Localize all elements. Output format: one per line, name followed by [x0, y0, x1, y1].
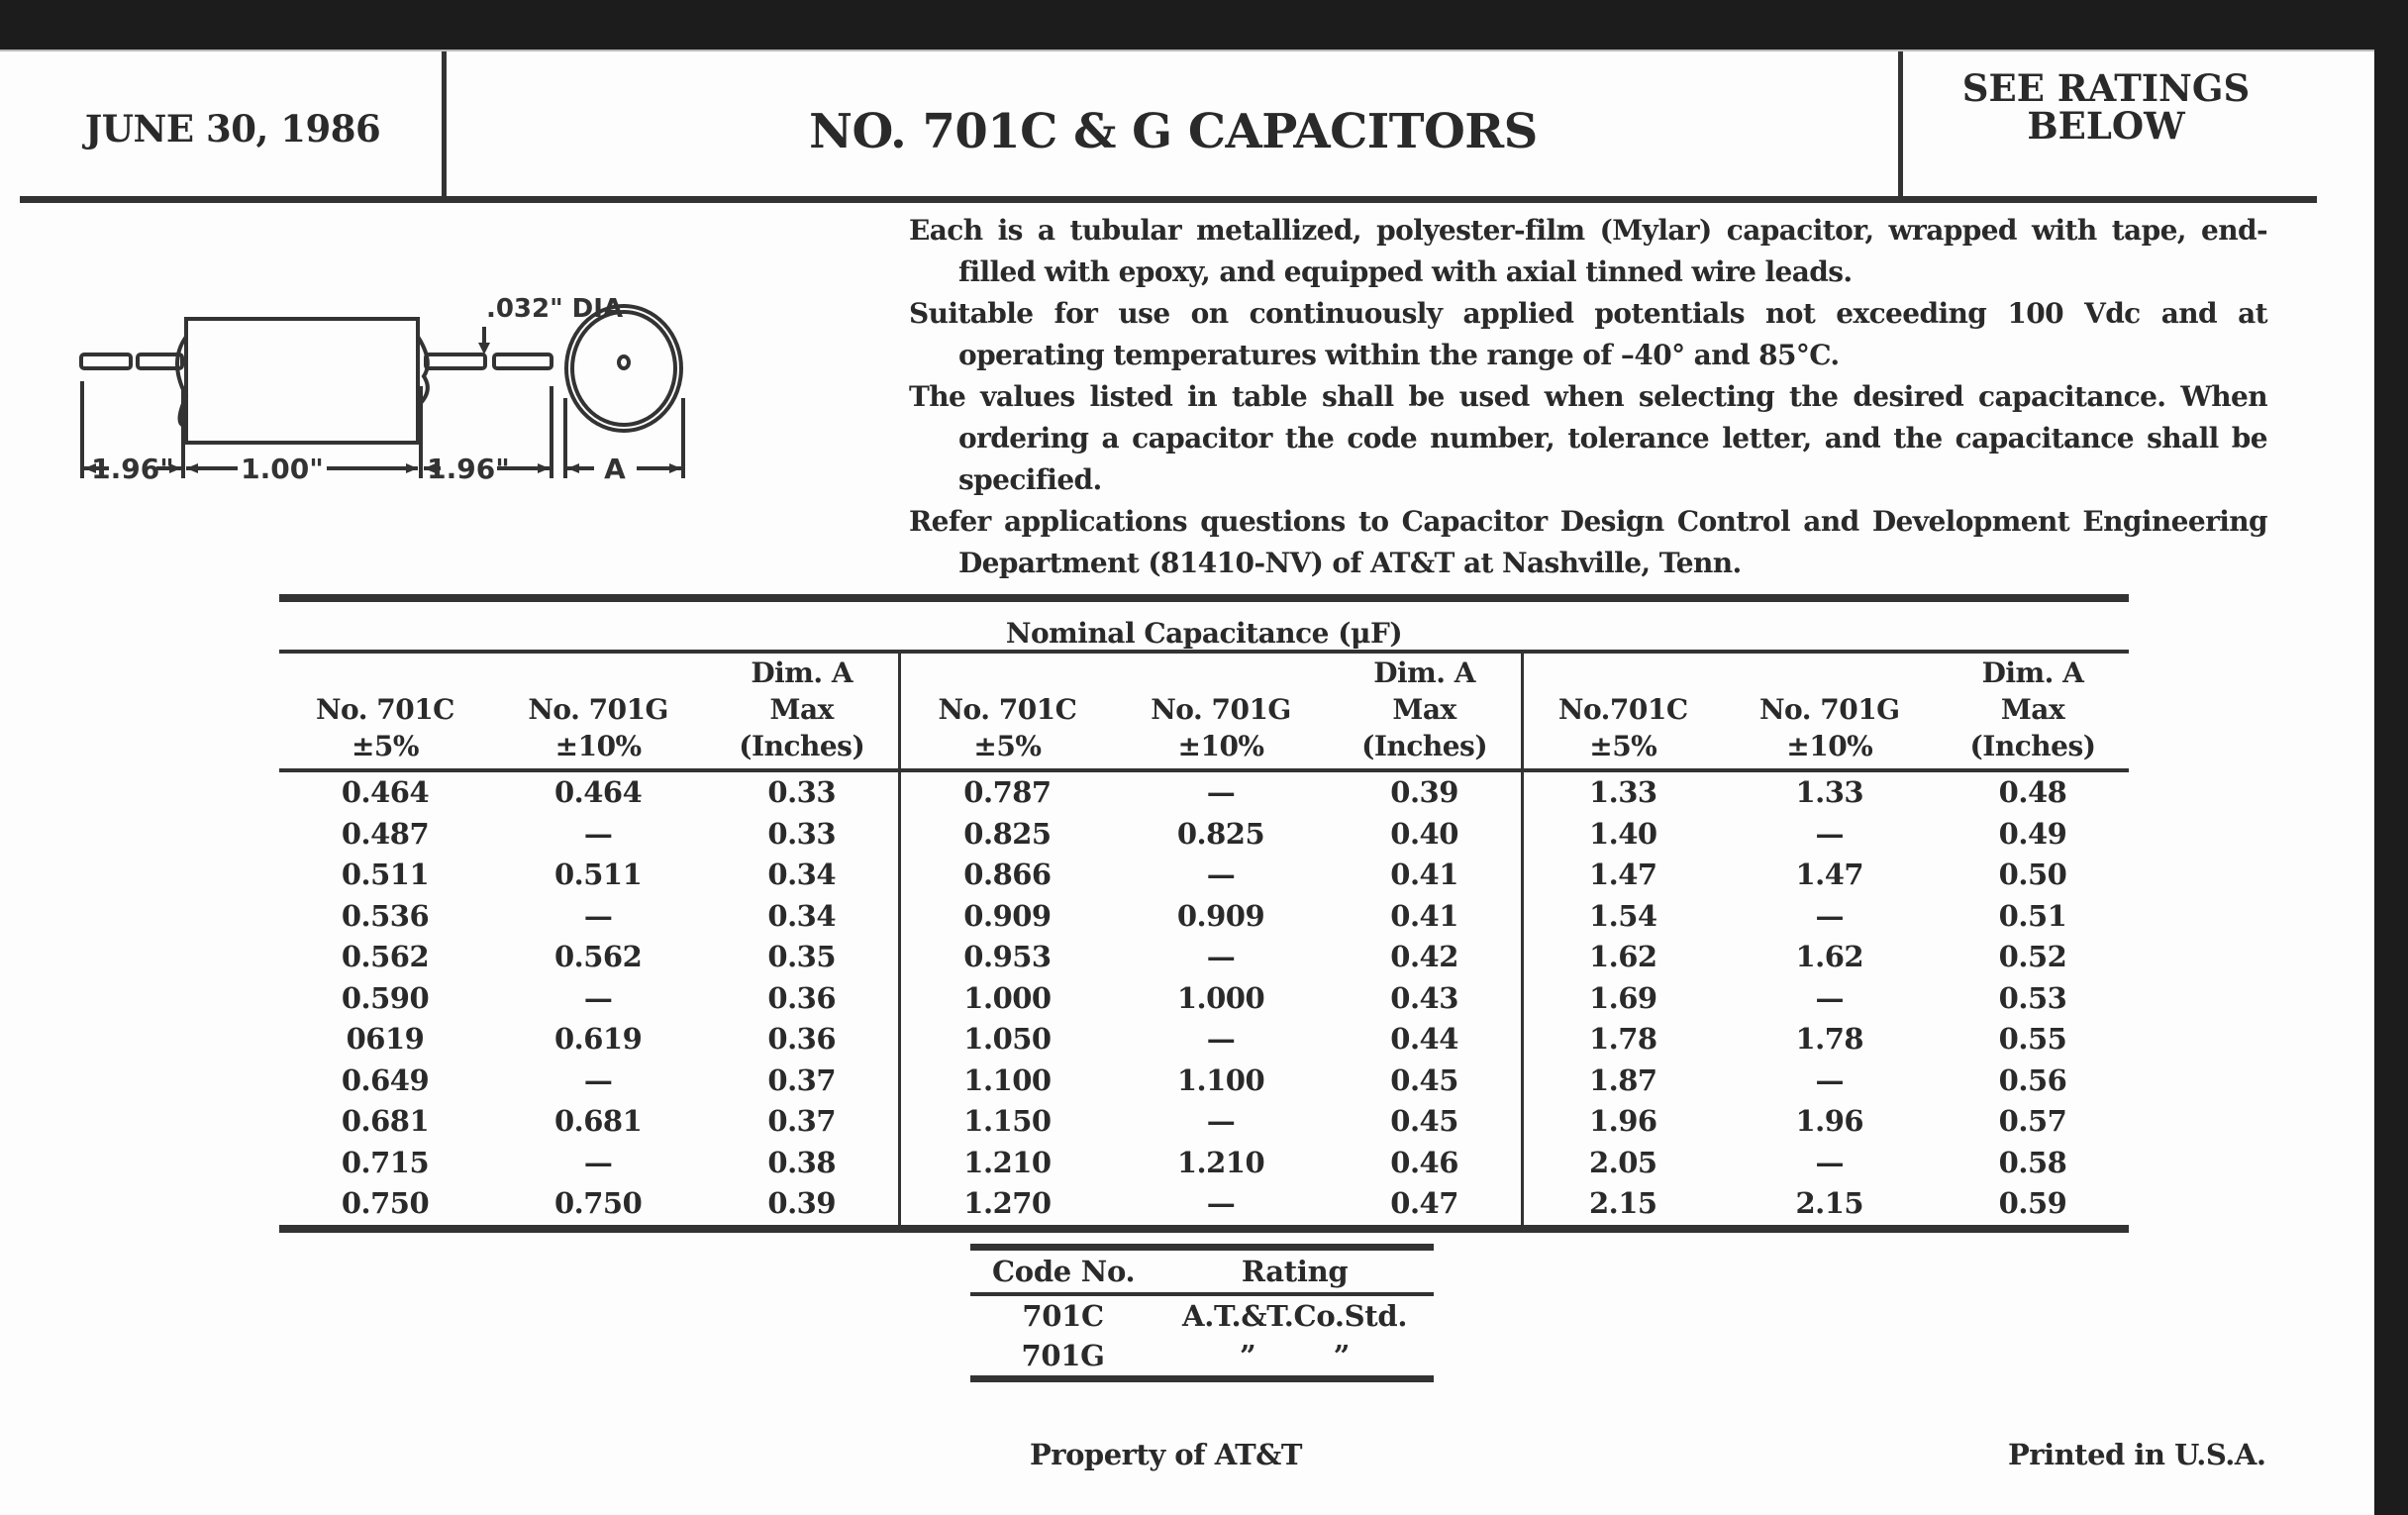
end-view-dimension-label: A	[604, 453, 626, 485]
table-cell: 0.35	[767, 940, 837, 973]
table-cell: 1.62	[1795, 940, 1864, 973]
table-cell: —	[1815, 980, 1845, 1015]
table-cell: 0.52	[1998, 940, 2067, 973]
table-cell: —	[1114, 1183, 1328, 1229]
table-cell: —	[1815, 816, 1845, 851]
table-cell: 1.87	[1522, 1060, 1722, 1102]
column-header-line: ±10%	[1177, 730, 1264, 762]
code-number: 701G	[970, 1336, 1155, 1379]
table-cell: 0.511	[341, 858, 430, 891]
header-top-edge	[0, 50, 2374, 51]
table-cell: —	[1815, 1145, 1845, 1179]
table-row	[279, 937, 2129, 978]
table-cell: 1.33	[1795, 775, 1864, 809]
capacitance-table	[279, 594, 2129, 1233]
table-row	[279, 1060, 2129, 1102]
column-header-line: ±5%	[1589, 730, 1657, 762]
table-cell: 1.100	[1176, 1062, 1265, 1097]
table-cell: —	[583, 980, 613, 1015]
table-cell: 0.43	[1390, 980, 1458, 1015]
table-cell: 0.57	[1998, 1104, 2067, 1138]
table-cell: 0.39	[1390, 775, 1458, 809]
table-cell: 0.34	[767, 858, 837, 891]
table-cell: 0.48	[1998, 775, 2067, 809]
table-cell: 0.464	[553, 775, 643, 809]
table-cell: 0.41	[1390, 898, 1458, 933]
column-header-line: ±10%	[554, 730, 642, 762]
table-cell: 0619	[346, 1022, 425, 1056]
left-lead-outer	[81, 354, 131, 368]
table-cell: 0.825	[1176, 816, 1265, 851]
table-cell: 0.681	[553, 1104, 643, 1138]
capacitor-dimension-diagram	[40, 277, 852, 495]
column-header-line: Dim. A	[1981, 656, 2084, 689]
table-row	[279, 1101, 2129, 1143]
table-cell: 0.47	[1328, 1183, 1522, 1229]
table-cell: 1.96	[1522, 1101, 1722, 1143]
description-paragraph: Refer applications questions to Capacitor Design Control and Development Engineering Department (81410-NV) of AT&T at Nashville, Tenn.	[909, 505, 2267, 579]
table-cell: 0.909	[900, 896, 1114, 938]
table-cell: 0.953	[900, 937, 1114, 978]
table-cell: 0.590	[341, 980, 430, 1015]
table-cell: 2.15	[1522, 1183, 1722, 1229]
table-cell: 1.47	[1795, 858, 1864, 891]
table-cell: —	[583, 898, 613, 933]
table-row	[279, 814, 2129, 856]
column-header-line: Dim. A	[751, 656, 853, 689]
description-paragraph: Each is a tubular metallized, polyester-film (Mylar) capacitor, wrapped with tape, end-filled with epoxy, and equipped with axial tinned wire leads.	[909, 214, 2267, 288]
ratings-note	[1903, 66, 2309, 148]
table-cell: 0.562	[341, 940, 430, 973]
table-cell: 0.562	[553, 940, 643, 973]
table-cell: 0.37	[767, 1104, 837, 1138]
lead-diameter-label: .032" DIA	[485, 294, 624, 324]
table-cell: 1.54	[1522, 896, 1722, 938]
code-number: 701C	[1022, 1299, 1104, 1333]
column-header-line: Dim. A	[1373, 656, 1475, 689]
column-header-line: (Inches)	[1361, 730, 1488, 762]
ratings-note-line1: SEE RATINGS	[1961, 66, 2251, 110]
column-header	[279, 652, 491, 770]
table-cell: 0.464	[341, 775, 430, 809]
table-cell: 0.866	[900, 855, 1114, 896]
ratings-table	[970, 1244, 1434, 1382]
table-cell: 0.750	[491, 1183, 705, 1229]
rating-value: A.T.&T.Co.Std.	[1182, 1299, 1408, 1333]
table-cell: 0.44	[1390, 1022, 1458, 1056]
table-cell: 1.050	[900, 1019, 1114, 1060]
table-cell: 0.51	[1998, 898, 2067, 933]
column-header-line: No. 701C	[938, 693, 1077, 726]
table-cell: 1.270	[900, 1183, 1114, 1229]
table-cell: 0.59	[1937, 1183, 2129, 1229]
column-header-line: No. 701G	[1151, 693, 1291, 726]
column-header	[900, 652, 1114, 770]
page-title: NO. 701C & G CAPACITORS	[809, 103, 1538, 159]
table-row	[279, 770, 2129, 814]
table-cell: —	[1206, 775, 1236, 809]
column-header	[1328, 652, 1522, 770]
description	[909, 210, 2267, 584]
column-header-line: ±10%	[1786, 730, 1873, 762]
table-cell: 0.50	[1998, 858, 2067, 891]
issue-date: JUNE 30, 1986	[84, 107, 381, 151]
table-cell: 0.45	[1390, 1062, 1458, 1097]
table-cell: —	[583, 1062, 613, 1097]
table-cell: 0.715	[341, 1145, 430, 1179]
table-group-header: Nominal Capacitance (μF)	[279, 598, 2129, 652]
table-cell: 1.210	[900, 1143, 1114, 1184]
table-cell: —	[1206, 1104, 1236, 1138]
table-cell: 1.96	[1795, 1104, 1864, 1138]
table-cell: 0.487	[341, 816, 430, 851]
table-cell: 0.36	[767, 1022, 837, 1056]
table-cell: 0.39	[705, 1183, 899, 1229]
column-header-line: ±5%	[973, 730, 1042, 762]
table-cell: 2.15	[1723, 1183, 1937, 1229]
table-cell: 1.33	[1522, 770, 1722, 814]
table-cell: 0.34	[767, 898, 837, 933]
table-cell: 0.53	[1998, 980, 2067, 1015]
column-header	[1723, 652, 1937, 770]
ratings-header-rating: Rating	[1155, 1248, 1434, 1295]
footer-printed: Printed in U.S.A.	[2008, 1438, 2266, 1471]
column-header	[705, 652, 899, 770]
table-cell: 0.49	[1998, 816, 2067, 851]
right-lead-outer	[494, 354, 552, 368]
column-header-line: No. 701C	[315, 693, 454, 726]
table-cell: —	[1206, 858, 1236, 891]
table-row	[279, 1143, 2129, 1184]
table-cell: 0.511	[553, 858, 643, 891]
body-length-label: 1.00"	[241, 453, 324, 485]
table-cell: 1.69	[1522, 978, 1722, 1020]
rating-value: ” ”	[1155, 1336, 1434, 1379]
table-cell: 1.100	[900, 1060, 1114, 1102]
table-row	[279, 1019, 2129, 1060]
table-cell: —	[583, 816, 613, 851]
table-cell: 1.000	[900, 978, 1114, 1020]
table-row	[279, 896, 2129, 938]
table-cell: 0.681	[341, 1104, 430, 1138]
table-cell: 1.62	[1522, 937, 1722, 978]
description-paragraph: The values listed in table shall be used when selecting the desired capacitance. When ordering a capacitor the code number, tolerance letter, and the capacitance shall be specified.	[909, 380, 2267, 496]
table-cell: 0.33	[767, 816, 837, 851]
table-cell: —	[1815, 898, 1845, 933]
table-cell: 0.33	[767, 775, 837, 809]
table-cell: 0.58	[1998, 1145, 2067, 1179]
column-header-line: (Inches)	[739, 730, 865, 762]
column-header	[491, 652, 705, 770]
table-cell: 1.78	[1795, 1022, 1864, 1056]
column-header-line: ±5%	[351, 730, 419, 762]
table-row	[279, 855, 2129, 896]
table-cell: 0.536	[341, 898, 430, 933]
right-lead-inner	[426, 354, 485, 368]
ratings-header-code: Code No.	[970, 1248, 1155, 1295]
table-cell: 1.78	[1522, 1019, 1722, 1060]
table-cell: 1.40	[1522, 814, 1722, 856]
table-row	[279, 978, 2129, 1020]
ratings-note-line2: BELOW	[2027, 104, 2185, 148]
end-view-lead	[619, 356, 629, 368]
table-cell: 0.37	[767, 1062, 837, 1097]
table-cell: 0.41	[1390, 858, 1458, 891]
column-header-line: Max	[1392, 693, 1456, 726]
column-header-line: Max	[769, 693, 834, 726]
table-cell: 1.150	[900, 1101, 1114, 1143]
table-cell: 0.787	[900, 770, 1114, 814]
column-header-line: (Inches)	[1969, 730, 2096, 762]
table-cell: —	[583, 1145, 613, 1179]
table-cell: 0.56	[1998, 1062, 2067, 1097]
table-cell: —	[1206, 1022, 1236, 1056]
table-cell: 1.47	[1522, 855, 1722, 896]
table-cell: 0.38	[767, 1145, 837, 1179]
column-header	[1522, 652, 1722, 770]
capacitor-body	[186, 319, 418, 443]
column-header-line: No. 701G	[1758, 693, 1900, 726]
left-lead-length-label: 1.96"	[91, 453, 174, 485]
table-cell: —	[1206, 940, 1236, 973]
table-cell: 0.45	[1390, 1104, 1458, 1138]
table-cell: —	[1815, 1062, 1845, 1097]
table-cell: 0.42	[1390, 940, 1458, 973]
table-cell: 0.46	[1390, 1145, 1458, 1179]
right-lead-length-label: 1.96"	[427, 453, 510, 485]
table-cell: 2.05	[1522, 1143, 1722, 1184]
table-cell: 0.825	[900, 814, 1114, 856]
table-cell: 0.36	[767, 980, 837, 1015]
table-cell: 1.000	[1176, 980, 1265, 1015]
table-row	[279, 1183, 2129, 1229]
ratings-row	[970, 1294, 1434, 1336]
ratings-row	[970, 1336, 1434, 1379]
column-header-line: No. 701G	[528, 693, 668, 726]
description-paragraph: Suitable for use on continuously applied potentials not exceeding 100 Vdc and at operating temperatures within the range of –40° and 85°C.	[909, 297, 2267, 371]
table-cell: 0.55	[1998, 1022, 2067, 1056]
column-header	[1937, 652, 2129, 770]
column-header-line: Max	[2000, 693, 2065, 726]
table-cell: 0.619	[553, 1022, 643, 1056]
footer-property: Property of AT&T	[1030, 1438, 1302, 1471]
table-cell: 0.40	[1390, 816, 1458, 851]
table-cell: 0.909	[1176, 898, 1265, 933]
table-cell: 1.210	[1176, 1145, 1265, 1179]
table-cell: 0.750	[279, 1183, 491, 1229]
column-header-line: No.701C	[1557, 693, 1688, 726]
table-cell: 0.649	[341, 1062, 430, 1097]
column-header	[1114, 652, 1328, 770]
